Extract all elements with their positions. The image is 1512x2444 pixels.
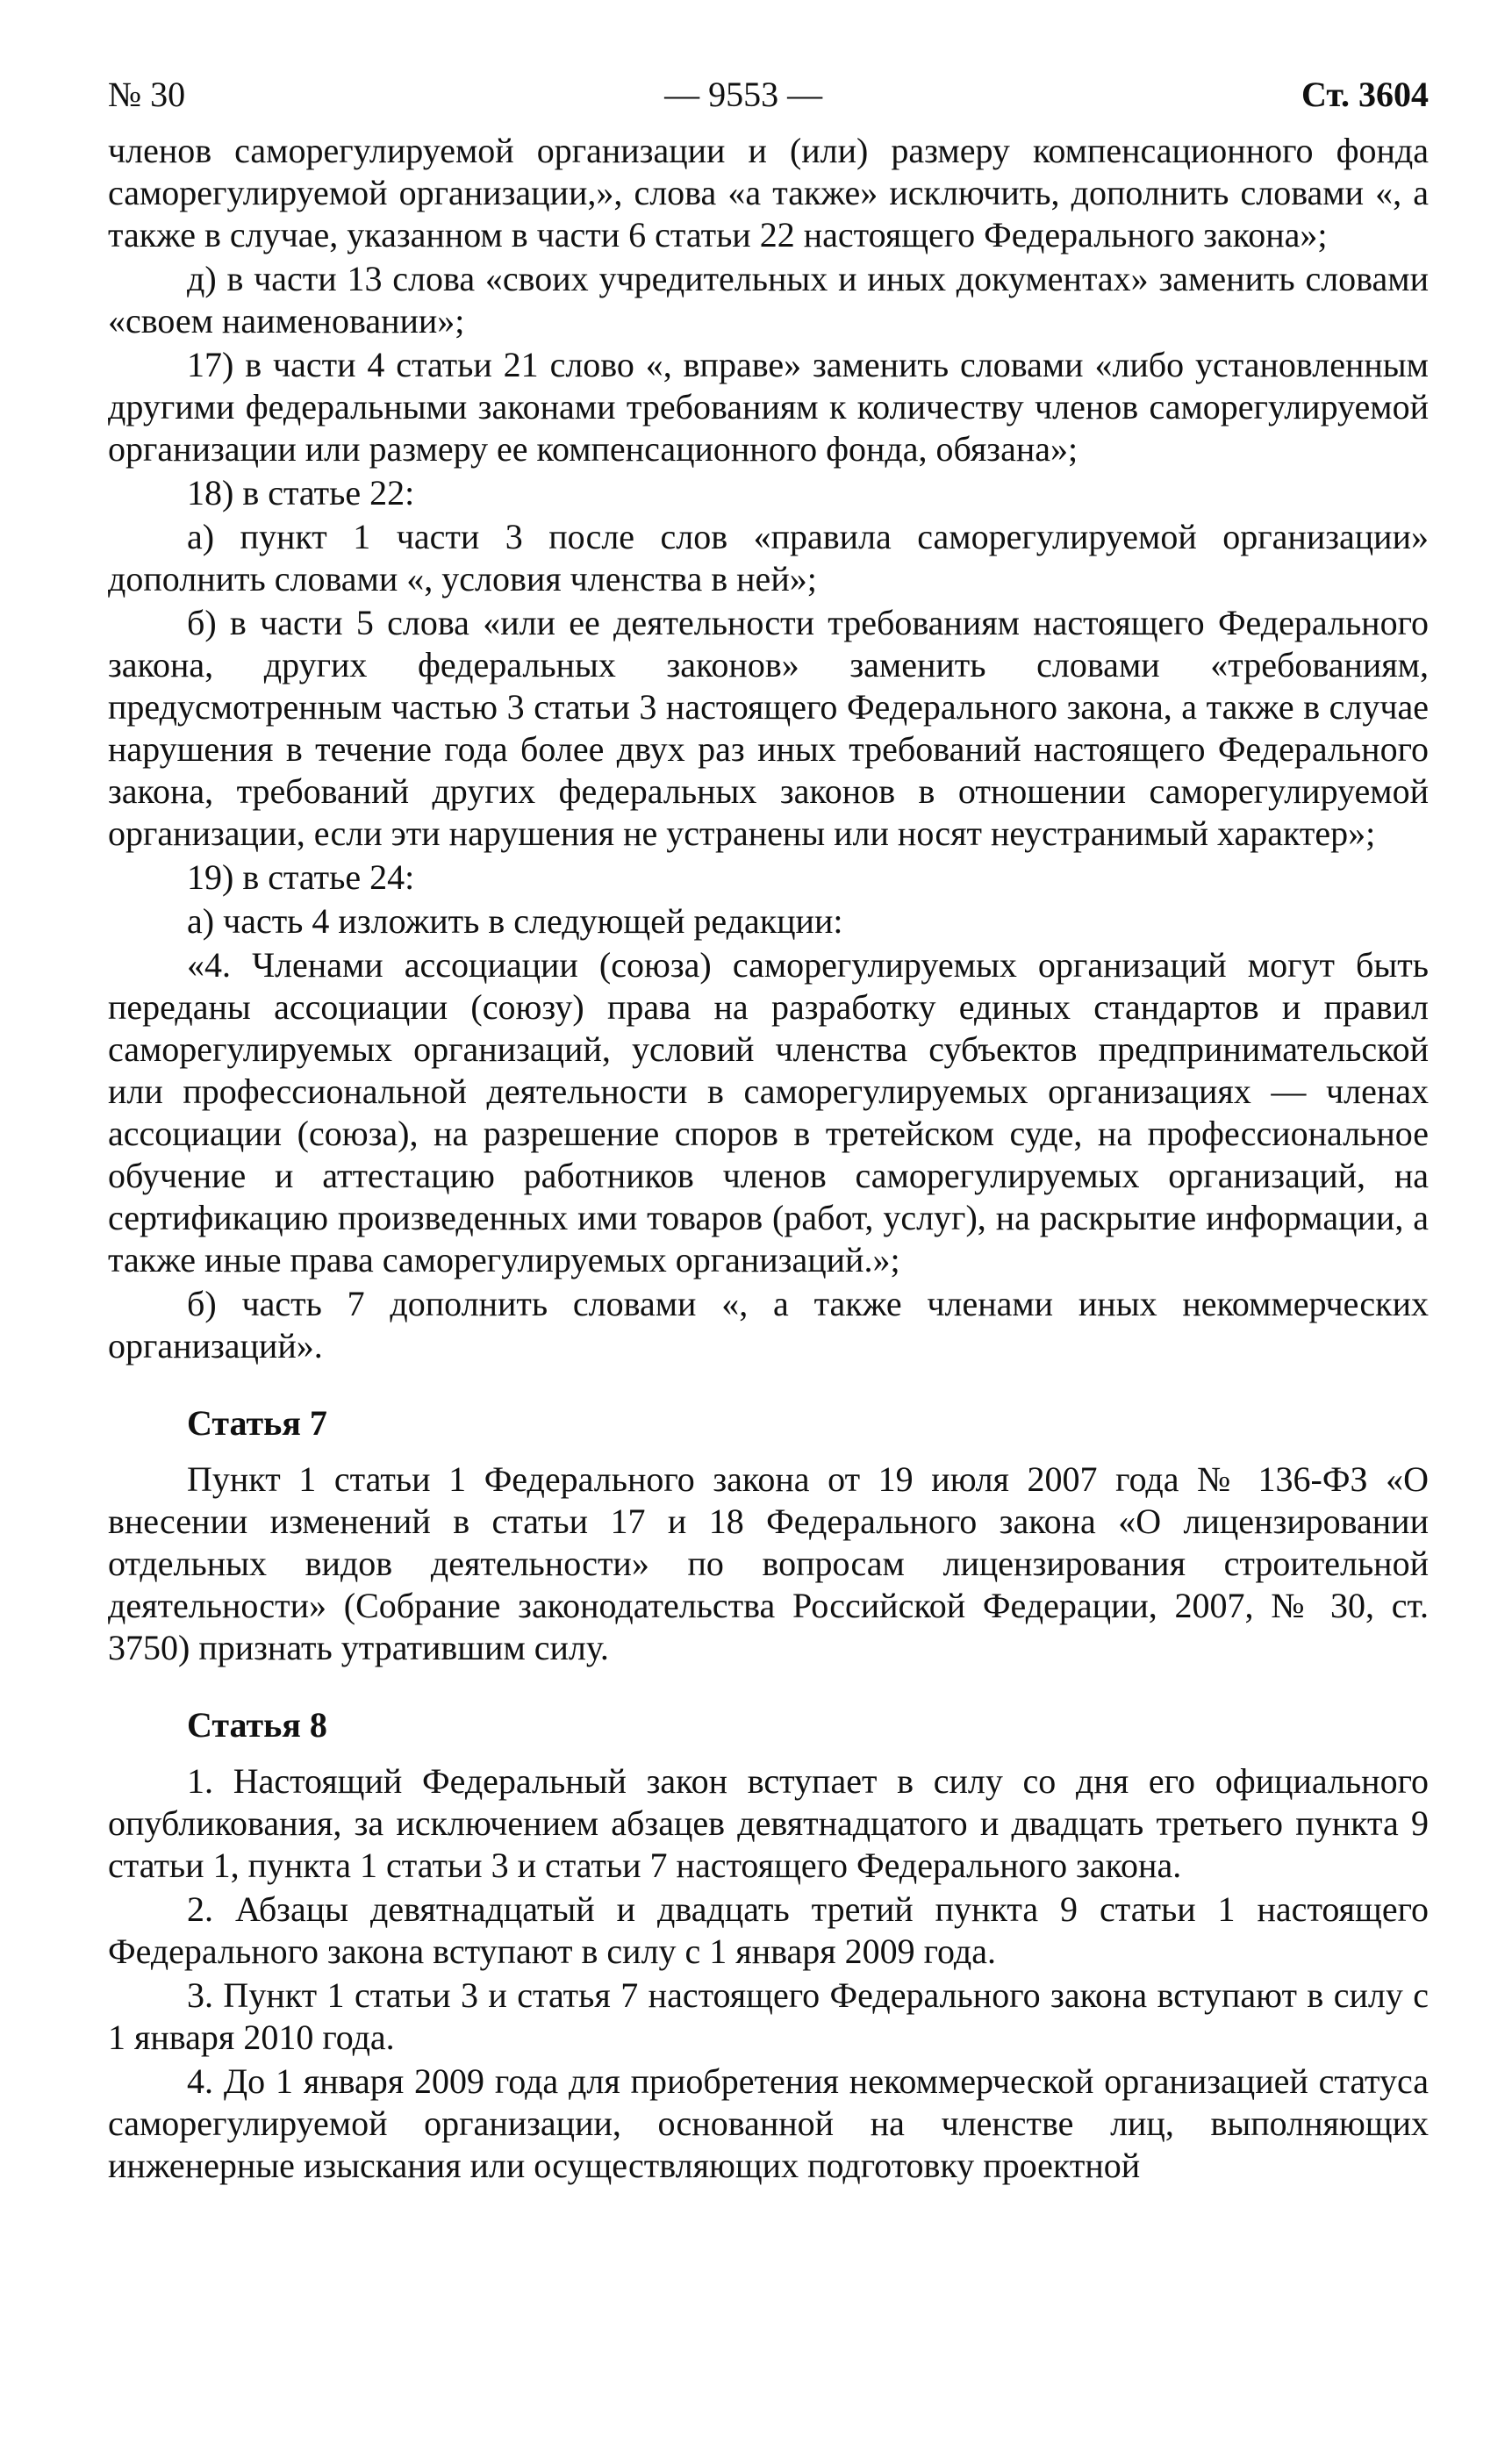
article-8-paragraph-3: 3. Пункт 1 статьи 3 и статья 7 настоящего Федерального закона вступают в силу с 1 января 2010 года. <box>108 1975 1429 2057</box>
page-number: — 9553 — <box>664 75 823 114</box>
article-7-text: Пункт 1 статьи 1 Федерального закона от 19 июля 2007 года № 136-ФЗ «О внесении изменений в статьи 17 и 18 Федерального закона «О лицензировании отдельных видов деятельности» по вопросам лицензирования строительной деятельности» (Собрание законодательства Российской Федерации, 2007, № 30, ст. 3750) признать утратившим силу. <box>108 1459 1429 1667</box>
article-reference: Ст. 3604 <box>1301 75 1429 114</box>
paragraph: а) пункт 1 части 3 после слов «правила саморегулируемой организации» дополнить словами «, условия членства в ней»; <box>108 517 1429 598</box>
paragraph: «4. Членами ассоциации (союза) саморегулируемых организаций могут быть переданы ассоциации (союзу) права на разработку единых стандартов и правил саморегулируемых организаций, условий членства субъектов предпринимательской или профессиональной деятельности в саморегулируемых организациях — членах ассоциации (союза), на разрешение споров в третейском суде, на профессиональное обучение и аттестацию работников членов саморегулируемых организаций, на сертификацию произведенных ими товаров (работ, услуг), на раскрытие информации, а также иные права саморегулируемых организаций.»; <box>108 945 1429 1279</box>
article-8-paragraph-1: 1. Настоящий Федеральный закон вступает в силу со дня его официального опубликования, за исключением абзацев девятнадцатого и двадцать третьего пункта 9 статьи 1, пункта 1 статьи 3 и статьи 7 настоящего Федерального закона. <box>108 1761 1429 1885</box>
paragraph: 18) в статье 22: <box>187 473 415 512</box>
article-7-heading: Статья 7 <box>187 1403 327 1443</box>
issue-number: № 30 <box>108 75 186 114</box>
document-body <box>108 130 1429 2187</box>
article-8-heading: Статья 8 <box>187 1705 327 1745</box>
document-page <box>108 70 1429 2189</box>
paragraph: членов саморегулируемой организации и (или) размеру компенсационного фонда саморегулируемой организации,», слова «а также» исключить, дополнить словами «, а также в случае, указанном в части 6 статьи 22 настоящего Федерального закона»; <box>108 131 1429 254</box>
article-8-paragraph-4: 4. До 1 января 2009 года для приобретения некоммерческой организацией статуса саморегулируемой организации, основанной на членстве лиц, выполняющих инженерные изыскания или осуществляющих подготовку проектной <box>108 2061 1429 2185</box>
paragraph: 17) в части 4 статьи 21 слово «, вправе» заменить словами «либо установленным другими федеральными законами требованиям к количеству членов саморегулируемой организации или размеру ее компенсационного фонда, обязана»; <box>108 345 1429 469</box>
article-8-paragraph-2: 2. Абзацы девятнадцатый и двадцать третий пункта 9 статьи 1 настоящего Федерального закона вступают в силу с 1 января 2009 года. <box>108 1889 1429 1971</box>
paragraph: д) в части 13 слова «своих учредительных и иных документах» заменить словами «своем наименовании»; <box>108 259 1429 340</box>
paragraph: б) в части 5 слова «или ее деятельности требованиям настоящего Федерального закона, других федеральных законов» заменить словами «требованиям, предусмотренным частью 3 статьи 3 настоящего Федерального закона, а также в случае нарушения в течение года более двух раз иных требований настоящего Федерального закона, требований других федеральных законов в отношении саморегулируемой организации, если эти нарушения не устранены или носят неустранимый характер»; <box>108 603 1429 853</box>
paragraph: а) часть 4 изложить в следующей редакции: <box>187 901 843 941</box>
paragraph: 19) в статье 24: <box>187 857 415 897</box>
page-header <box>108 70 1429 125</box>
paragraph: б) часть 7 дополнить словами «, а также членами иных некоммерческих организаций». <box>108 1284 1429 1365</box>
